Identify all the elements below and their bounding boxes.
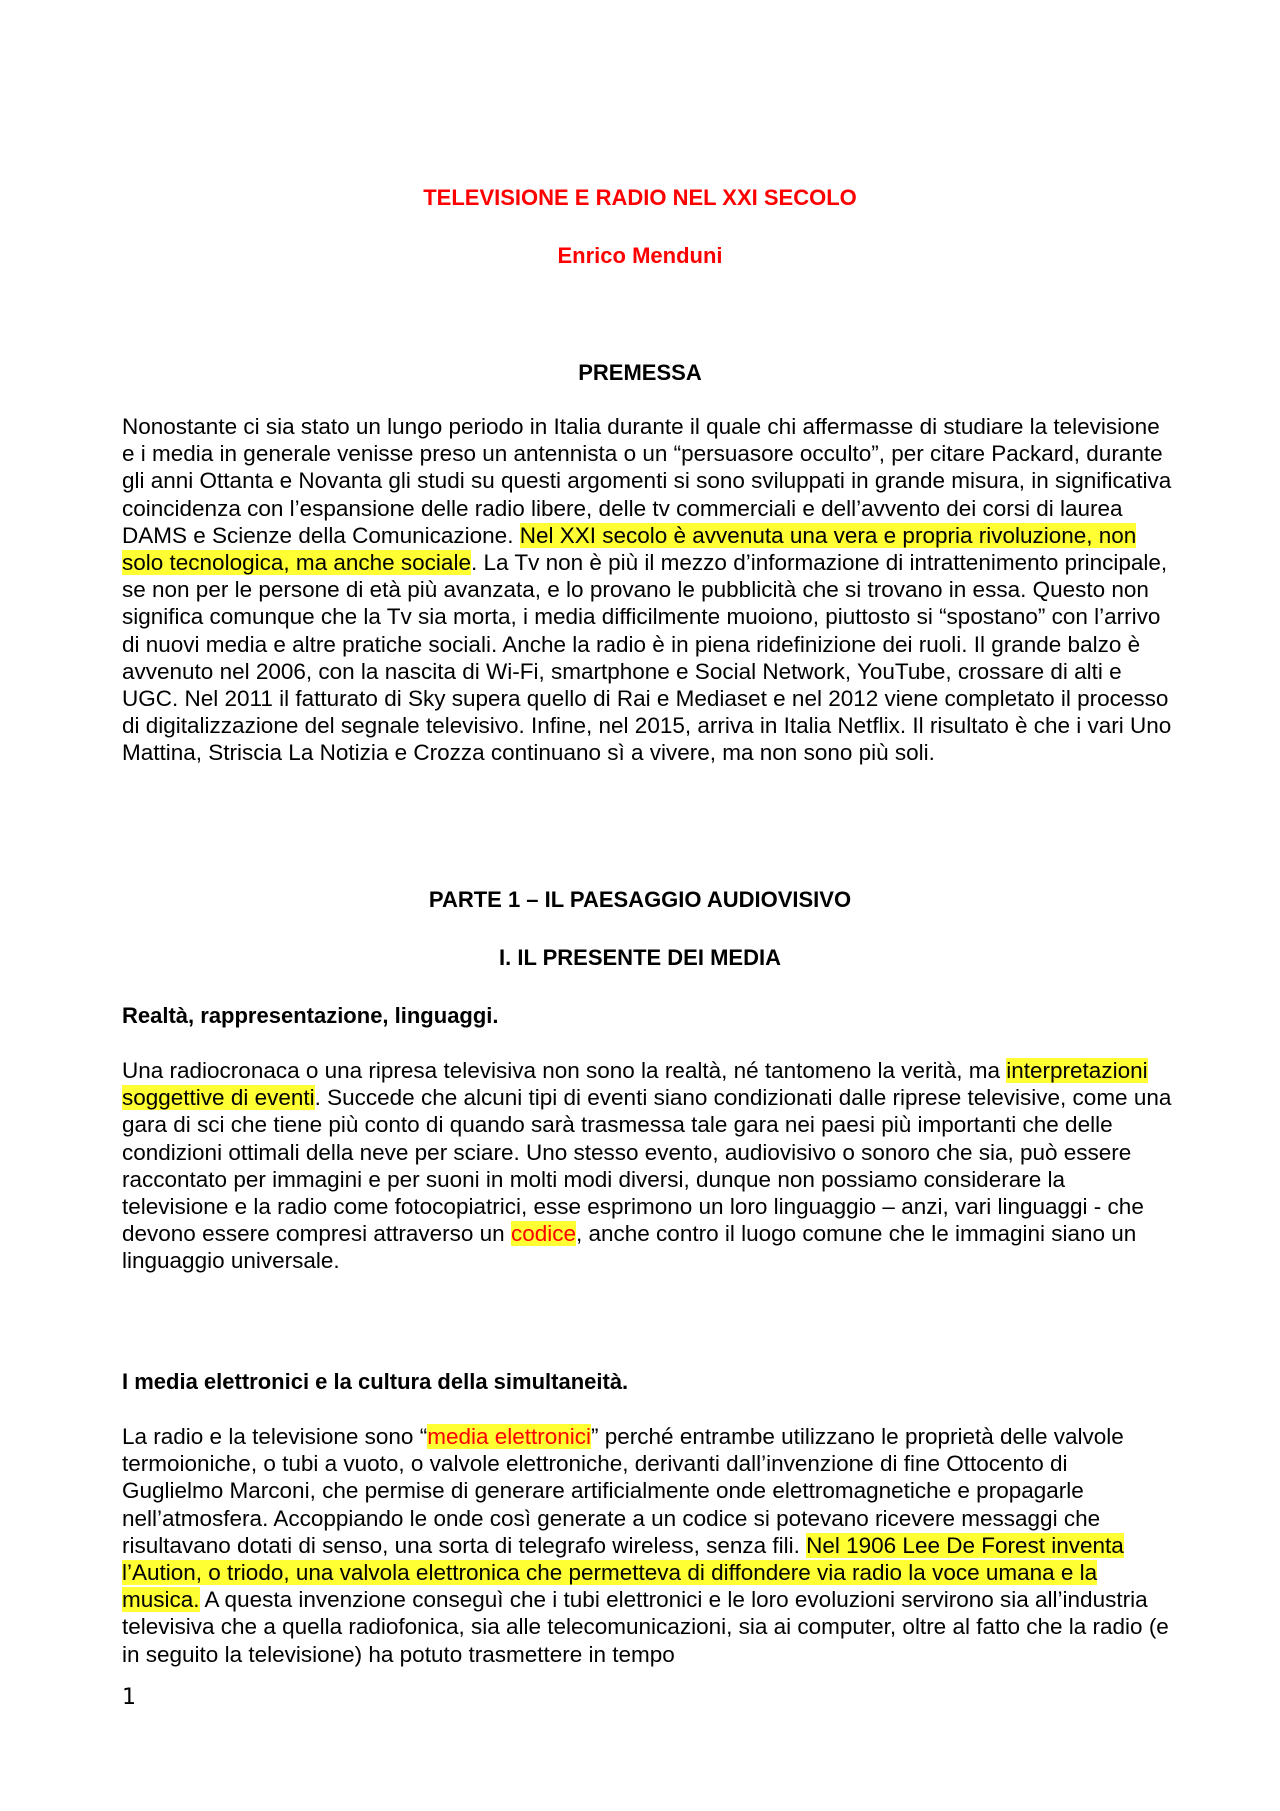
paragraph-text: La radio e la televisione sono “ (122, 1424, 428, 1449)
highlighted-text: Nel XXI secolo è avvenuta una vera e propria rivoluzione, non solo tecnologica, ma anche sociale (122, 522, 1137, 576)
document-title: TELEVISIONE E RADIO NEL XXI SECOLO (423, 185, 857, 210)
paragraph-text: Nonostante ci sia stato un lungo periodo in Italia durante il quale chi affermasse di studiare la televisione e i media in generale venisse preso un antennista o un “persuasore occulto”, per citare Packard, durante gli anni Ottanta e Novanta gli studi su questi argomenti si sono sviluppati in grande misura, in significativa coincidenza con l’espansione delle radio libere, delle tv commerciali e dell’avvento dei corsi di laurea DAMS e Scienze della Comunicazione. (122, 414, 1172, 548)
highlighted-text-red: codice (510, 1221, 576, 1247)
paragraph-text: , anche contro il luogo comune che le immagini siano un linguaggio universale. (122, 1221, 1137, 1274)
subheading-media-elettronici: I media elettronici e la cultura della simultaneità. (122, 1369, 629, 1394)
paragraph-text: A questa invenzione conseguì che i tubi elettronici e le loro evoluzioni servirono sia all’industria televisiva che a quella radiofonica, sia alle telecomunicazioni, sia ai computer, oltre al fatto che la radio (e in seguito la televisione) ha potuto trasmettere in tempo (122, 1587, 1169, 1667)
chapter-heading: I. IL PRESENTE DEI MEDIA (499, 945, 781, 970)
part-heading: PARTE 1 – IL PAESAGGIO AUDIOVISIVO (428, 887, 852, 912)
paragraph-text: . La Tv non è più il mezzo d’informazione di intrattenimento principale, se non per le persone di età più avanzata, e lo provano le pubblicità che si trovano in essa. Questo non significa comunque che la Tv sia morta, i media difficilmente muoiono, piuttosto si “spostano” con l’arrivo di nuovi media e altre pratiche sociali. Anche la radio è in piena ridefinizione dei ruoli. Il grande balzo è avvenuto nel 2006, con la nascita di Wi-Fi, smartphone e Social Network, YouTube, crossare di alti e UGC. Nel 2011 il fatturato di Sky supera quello di Rai e Mediaset e nel 2012 viene completato il processo di digitalizzazione del segnale televisivo. Infine, nel 2015, arriva in Italia Netflix. Il risultato è che i vari Uno Mattina, Striscia La Notizia e Crozza continuano sì a vivere, ma non sono più soli. (122, 550, 1172, 766)
paragraph-realta (122, 1057, 1172, 1275)
paragraph-text: Una radiocronaca o una ripresa televisiva non sono la realtà, né tantomeno la verità, ma (122, 1058, 1007, 1083)
highlighted-text: Nel 1906 Lee De Forest inventa l’Aution, o triodo, una valvola elettronica che permetteva di diffondere via radio la voce umana e la musica. (122, 1532, 1124, 1613)
subheading-realta: Realtà, rappresentazione, linguaggi. (122, 1003, 499, 1028)
page-number: 1 (122, 1685, 136, 1710)
highlighted-text: interpretazioni soggettive di eventi (122, 1058, 1148, 1111)
paragraph-media-elettronici (122, 1423, 1172, 1668)
document-author: Enrico Menduni (557, 243, 723, 268)
paragraph-text: ” perché entrambe utilizzano le proprietà delle valvole termoioniche, o tubi a vuoto, o valvole elettroniche, derivanti dall’invenzione di fine Ottocento di Guglielmo Marconi, che permise di generare artificialmente onde elettromagnetiche e propagarle nell’atmosfera. Accoppiando le onde così generate a un codice si potevano ricevere messaggi che risultavano dotati di senso, una sorta di telegrafo wireless, senza fili. (122, 1424, 1124, 1558)
section-heading-premessa: PREMESSA (578, 360, 702, 385)
paragraph-premessa (122, 413, 1172, 767)
highlighted-text-red: media elettronici (427, 1424, 592, 1449)
paragraph-text: . Succede che alcuni tipi di eventi siano condizionati dalle riprese televisive, come una gara di sci che tiene più conto di quando sarà trasmessa tale gara nei paesi più importanti che delle condizioni ottimali della neve per sciare. Uno stesso evento, audiovisivo o sonoro che sia, può essere raccontato per immagini e per suoni in molti modi diversi, dunque non possiamo considerare la televisione e la radio come fotocopiatrici, esse esprimono un loro linguaggio – anzi, vari linguaggi - che devono essere compresi attraverso un (122, 1085, 1172, 1247)
